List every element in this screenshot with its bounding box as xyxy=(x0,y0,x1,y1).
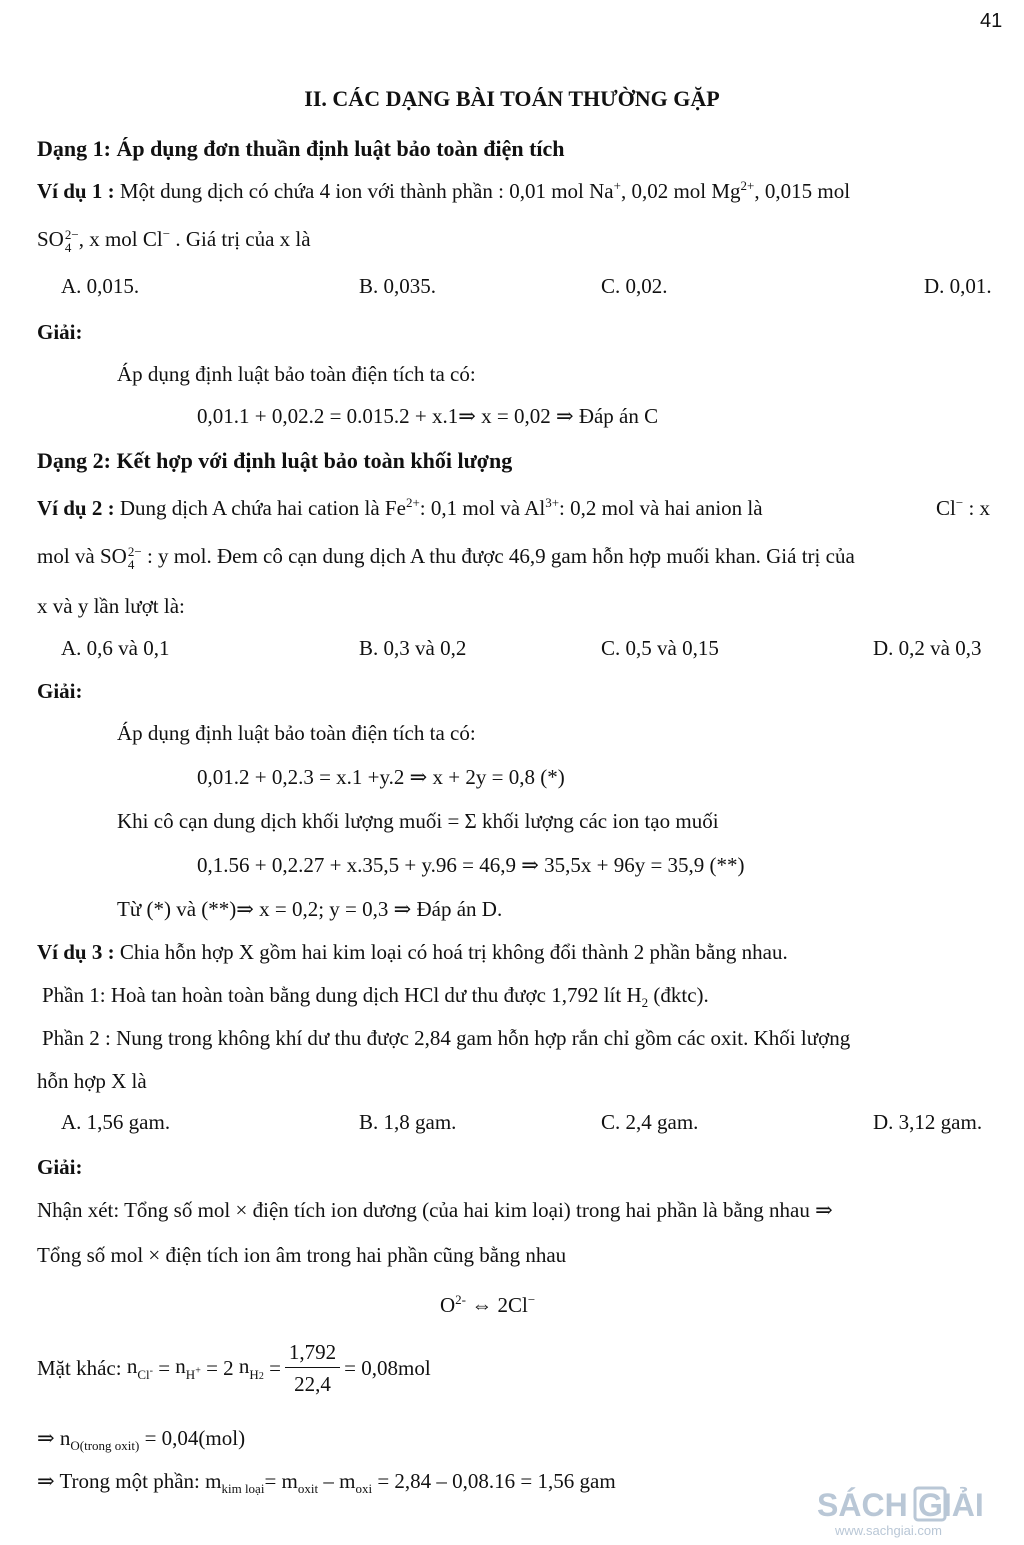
option-c: C. 0,02. xyxy=(601,274,668,298)
oxide-charge: 2- xyxy=(455,1292,467,1307)
remark-line1: Nhận xét: Tổng số mol × điện tích ion dương (của hai kim loại) trong hai phần là bằng nhau ⇒ xyxy=(37,1198,833,1222)
example1-question: Ví dụ 1 : Một dung dịch có chứa 4 ion với thành phần : 0,01 mol Na+, 0,02 mol $Mg^{2+}$, 0,015 mol xyxy=(37,178,851,203)
brand-url: www.sachgiai.com xyxy=(835,1523,942,1538)
so4-charge: 2− 4 xyxy=(64,227,79,256)
example2-l2c: : y mol. Đem cô cạn dung dịch A thu được 46,9 gam hỗn hợp muối khan. Giá trị của xyxy=(141,544,855,568)
dang2-title: Dạng 2: Kết hợp với định luật bảo toàn khối lượng xyxy=(37,448,513,473)
fraction xyxy=(285,1340,340,1397)
example1-label: Ví dụ 1 : xyxy=(37,179,115,203)
oxygen-moles xyxy=(37,1426,245,1454)
oxygen-value: = 0,04(mol) xyxy=(139,1426,246,1450)
example2-line1: Ví dụ 2 : Dung dịch A chứa hai cation là $Fe^{2+}$: 0,1 mol và $Al^{3+}$: 0,2 mol và hai anion là xyxy=(37,495,763,520)
watermark-logo xyxy=(815,1480,1024,1539)
example2-text-b: : 0,1 mol và Al xyxy=(419,496,546,520)
example2-line2 xyxy=(37,544,855,571)
example1-question-end: . Giá trị của x là xyxy=(170,227,311,251)
sachgiai-logo-icon xyxy=(815,1480,1024,1539)
mass-text-d: = 2,84 – 0,08.16 = 1,56 gam xyxy=(372,1469,616,1493)
cl-ion: Cl xyxy=(936,496,956,520)
example2-text-c: : 0,2 mol và hai anion là xyxy=(559,496,763,520)
solution1-line2: 0,01.1 + 0,02.2 = 0.015.2 + x.1⇒ x = 0,02 ⇒ Đáp án C xyxy=(197,404,659,428)
page-number: 41 xyxy=(980,10,1003,32)
mass-text-b: = m xyxy=(264,1469,298,1493)
solution2-line5: Từ (*) và (**)⇒ x = 0,2; y = 0,3 ⇒ Đáp án D. xyxy=(117,897,503,921)
cl-formula: , x mol Cl xyxy=(78,227,163,251)
example2-l2a: mol và xyxy=(37,544,100,568)
example3-part2b: hỗn hợp X là xyxy=(37,1069,147,1093)
part1-end: (đktc). xyxy=(648,983,709,1007)
option-b: B. 0,035. xyxy=(359,274,437,298)
example2-line3: x và y lần lượt là: xyxy=(37,594,185,618)
example3-part1 xyxy=(42,983,709,1011)
oxide-subscript: oxit xyxy=(297,1481,319,1497)
example1-line2: SO 2− 4 , x mol Cl− . Giá trị của x là xyxy=(37,226,311,256)
solution2-line2: 0,01.2 + 0,2.3 = x.1 +y.2 ⇒ x + 2y = 0,8 (*) xyxy=(197,765,565,789)
option-d: D. 0,2 và 0,3 xyxy=(873,636,982,660)
example1-text3: , 0,015 mol xyxy=(754,179,851,203)
example3-text: Chia hỗn hợp X gồm hai kim loại có hoá trị không đổi thành 2 phần bằng nhau. xyxy=(114,940,788,964)
solution-label-3: Giải: xyxy=(37,1155,83,1179)
so4-charge-2: 2− 4 xyxy=(127,544,142,573)
dang1-title: Dạng 1: Áp dụng đơn thuần định luật bảo toàn điện tích xyxy=(37,136,565,161)
mole-result: = 0,08mol xyxy=(344,1356,431,1380)
equivalence-right: ⇔ 2Cl xyxy=(466,1293,528,1317)
mass-text-c: – m xyxy=(318,1469,356,1493)
option-a: A. 0,015. xyxy=(61,274,140,298)
mass-text-a: ⇒ Trong một phần: m xyxy=(37,1469,222,1493)
oxide-ion: O xyxy=(440,1293,456,1317)
solution2-line4: 0,1.56 + 0,2.27 + x.35,5 + y.96 = 46,9 ⇒ 35,5x + 96y = 35,9 (**) xyxy=(197,853,745,877)
solution-label: Giải: xyxy=(37,320,83,344)
h-subscript: H xyxy=(185,1366,196,1382)
example3-label: Ví dụ 3 : xyxy=(37,940,115,964)
equivalence-equation: $O^{2-}$ ⇔ 2Cl− xyxy=(440,1292,536,1317)
option-b: B. 0,3 và 0,2 xyxy=(359,636,467,660)
example2-text-a: Dung dịch A chứa hai cation là Fe xyxy=(114,496,406,520)
solution-label-2: Giải: xyxy=(37,679,83,703)
example1-text: Một dung dịch có chứa 4 ion với thành phần : 0,01 mol Na xyxy=(114,179,614,203)
example3-line1 xyxy=(37,940,788,965)
cl-amount: : x xyxy=(963,496,991,520)
oxygen-subscript: O(trong oxit) xyxy=(70,1438,140,1454)
mk-label: Mặt khác: xyxy=(37,1356,122,1380)
brand-right: GIẢI xyxy=(918,1487,984,1523)
metal-subscript: kim loại xyxy=(221,1481,265,1497)
mass-result xyxy=(37,1469,616,1497)
remark-line2: Tổng số mol × điện tích ion âm trong hai phần cũng bằng nhau xyxy=(37,1243,567,1267)
option-c: C. 2,4 gam. xyxy=(601,1110,699,1134)
option-a: A. 1,56 gam. xyxy=(61,1110,171,1134)
h2-subscript: H xyxy=(249,1366,259,1382)
example1-text2: , 0,02 mol Mg xyxy=(620,179,741,203)
part1-text: Phần 1: Hoà tan hoàn toàn bằng dung dịch HCl dư thu được 1,792 lít H xyxy=(42,983,642,1007)
cl-subscript: Cl xyxy=(137,1366,150,1382)
fraction-denominator: 22,4 xyxy=(294,1372,331,1396)
section-heading: II. CÁC DẠNG BÀI TOÁN THƯỜNG GẶP xyxy=(304,86,720,111)
solution1-line1: Áp dụng định luật bảo toàn điện tích ta có: xyxy=(117,362,476,386)
option-d: D. 3,12 gam. xyxy=(873,1110,983,1134)
mole-calculation: Mặt khác: $n_{Cl^-}$ = $n_{H^+}$ = 2 $n_{H2}$ = $\frac{1,792}{22,4}$ = 0,08mol xyxy=(37,1340,431,1396)
solution2-line1: Áp dụng định luật bảo toàn điện tích ta có: xyxy=(117,721,476,745)
option-c: C. 0,5 và 0,15 xyxy=(601,636,719,660)
example2-cl: Cl− : x xyxy=(936,495,991,520)
example3-part2: Phần 2 : Nung trong không khí dư thu được 2,84 gam hỗn hợp rắn chỉ gồm các oxit. Khối lượng xyxy=(42,1026,851,1050)
so4-formula: SO xyxy=(37,227,64,251)
h2-subscript: 2 xyxy=(641,995,649,1011)
option-a: A. 0,6 và 0,1 xyxy=(61,636,170,660)
brand-left: SÁCH xyxy=(817,1487,908,1523)
solution2-line3: Khi cô cạn dung dịch khối lượng muối = Σ khối lượng các ion tạo muối xyxy=(117,809,719,833)
option-b: B. 1,8 gam. xyxy=(359,1110,457,1134)
n-symbol: n xyxy=(126,1354,138,1379)
oxygen-mass-subscript: oxi xyxy=(355,1481,373,1497)
option-d: D. 0,01. xyxy=(924,274,992,298)
fraction-numerator: 1,792 xyxy=(285,1340,340,1368)
so4-ion: SO xyxy=(100,544,127,568)
oxygen-n: ⇒ n xyxy=(37,1426,71,1450)
example2-label: Ví dụ 2 : xyxy=(37,496,115,520)
